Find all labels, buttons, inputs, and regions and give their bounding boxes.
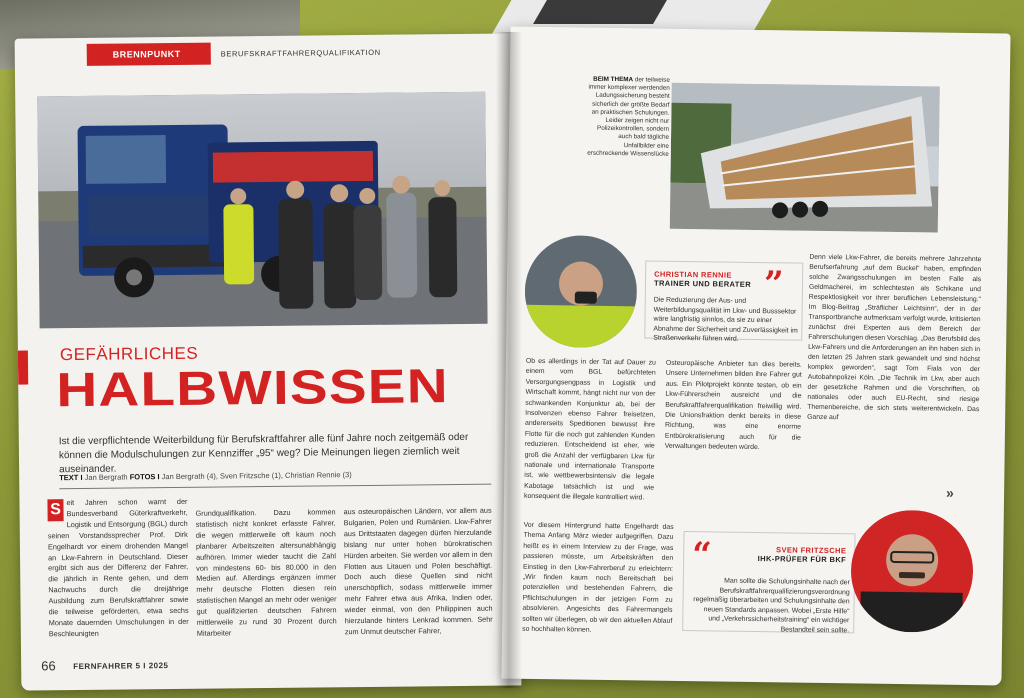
body-column-d: Vor diesem Hintergrund hatte Engelhardt das Thema Anfang März wieder aufgegriffen. Dazu heißt es in einem Interview zu der Frage, was passieren müsste, um Arbeitskräften den Einstieg in den Lkw-Fahrerberuf zu erleichtern: „Wir finden kaum noch Bereitschaft bei potenziellen und bestehenden Fahrern, die Pflichtschulungen in der jetzigen Form zu absolvieren. Angesichts des Fahrermangels sollten wir überlegen, ob wir den aktuellen Ablauf so hochhalten können. — [522, 521, 674, 634]
magazine-right-page — [501, 27, 1010, 686]
photo-caption-text: der teilweise immer komplexer werdenden Ladungssicherung besteht sicherlich der größte Bedarf an praktischen Schulungen. Leider zeigen nicht nur Polizeikontrollen, sondern auch bald tägliche Unfallbilder eine erschreckende Wissenslücke — [587, 76, 670, 158]
quote-marks-icon: ” — [763, 264, 784, 305]
body-column-1 — [47, 497, 188, 640]
page-gutter — [496, 32, 522, 688]
body-column-2: Grundqualifikation. Dazu kommen statistisch nicht konkret erfasste Fahrer, die wegen mittlerweile oft kaum noch planbarer Arbeitszeiten altersunabhängig aufhören. Immer wieder taucht die Zahl von mindestens 60- bis 80.000 in den Medien auf. Allerdings ergänzen immer mehr deutsche Flotten diesen rein statistischen Mangel an mehr oder weniger gut qualifizierten deutschen Fahrern mittlerweile zu rund 30 Prozent durch Mitarbeiter — [195, 507, 337, 638]
quote-box-rennie — [644, 260, 803, 344]
issue-label: FERNFAHRER 5 I 2025 — [73, 661, 169, 672]
christian-rennie-portrait — [524, 235, 638, 349]
quote-role: TRAINER UND BERATER — [653, 278, 752, 289]
credits-photo-label: FOTOS I — [129, 472, 160, 482]
photo-caption — [587, 76, 670, 159]
page-number: 66 — [41, 658, 56, 674]
credits-text-author: Jan Bergrath — [84, 472, 128, 482]
headline-large: HALBWISSEN — [56, 360, 450, 418]
quote-name: CHRISTIAN RENNIE — [654, 269, 732, 280]
credits-text-label: TEXT I — [59, 472, 83, 483]
cargo-trailer-photo — [670, 83, 940, 233]
section-tag: BRENNPUNKT — [87, 43, 211, 66]
truck-training-photo — [37, 92, 487, 329]
headline-accent-bar — [18, 351, 28, 385]
divider — [59, 484, 491, 490]
quote-text: Man sollte die Schulungsinhalte nach der Berufskraftfahrerqualifizierungsverordnung regelmäßig überarbeiten und Schulungsinhalte den neuen Standards anpassen. Wobei „Erste Hilfe“ und „Verkehrssicherheitstraining“ ein wichtiger Bestandteil sein sollte. — [693, 577, 850, 635]
background-paper-dark — [533, 0, 667, 24]
sven-fritzsche-portrait — [850, 509, 974, 633]
quote-name: SVEN FRITZSCHE — [776, 545, 847, 556]
credits-photo-authors: Jan Bergrath (4), Sven Fritzsche (1), Christian Rennie (3) — [161, 470, 352, 482]
magazine-left-page — [15, 33, 522, 690]
quote-role: IHK-PRÜFER FÜR BKF — [757, 554, 847, 565]
quote-marks-icon: “ — [691, 535, 713, 576]
body-column-a: Ob es allerdings in der Tat auf Dauer zu einem vom BGL befürchteten Versorgungsengpass in Logistik und Wirtschaft kommt, hängt nicht nur von der schwankenden Konjunktur ab, bei der Insolvenzen ebenso Fahrer freisetzen, andererseits Speditionen bewusst ihre Flotte für die noch gut zahlenden Kunden reduzieren. Entscheidend ist eher, wie groß die Anzahl der verfügbaren Lkw für nationale und internationale Transporte ist, wie wettbewerbsintensiv die legale Kabotage tatsächlich ist und wie konsequent die illegale kontrolliert wird. — [523, 357, 656, 502]
body-column-c: Denn viele Lkw-Fahrer, die bereits mehrere Jahrzehnte Berufserfahrung „auf dem Buckel“ haben, empfinden solche Zwangsschulungen im besten Falle als Geldmacherei, im schlechtesten als Schikane und Respektlosigkeit vor ihrer beruflichen Lebensleistung.“ Im Blog-Beitrag „Sträflicher Leichtsinn“, der in der Transportbranche aufmerksam verfolgt wurde, kritisierten zunächst drei Experten aus dem Bereich der Fahrerschulungen diesen Vorschlag. „Das Berufsbild des Lkw-Fahrers und die Anforderungen an ihn haben sich in den letzten 25 Jahren stark gewandelt und sind höchst komplex geworden“, sagt Tom Fiala von der Autobahnpolizei Köln. „Die Technik im Lkw, aber auch der gesetzliche Rahmen und die Vorschriften, ob nationales oder auch EU-Recht, sind riesige Themenbereiche, die sich stets weiterentwickeln. Das Ganze auf — [807, 253, 982, 422]
drop-cap: S — [47, 499, 63, 521]
body-column-3: aus osteuropäischen Ländern, vor allem aus Bulgarien, Polen und Rumänien. Lkw-Fahrer aus Drittstaaten dagegen dürfen hierzulande bislang nur unter hohen bürokratischen Hürden arbeiten. Sie werden vor allem in den Flotten aus Litauen und Polen beschäftigt. Doch auch diese Quellen sind nicht unerschöpflich, sodass mittlerweile immer mehr Fahrer etwa aus Afrika, Indien oder, wieder einmal, von den Philippinen auch hierzulande hinters Lenkrad kommen. Sehr zum Unmut deutscher Fahrer, — [343, 505, 493, 637]
body-column-1-text: eit Jahren schon warnt der Bundesverband Güterkraftverkehr, Logistik und Entsorgung (BGL) durch seinen Vorstandssprecher Prof. Dirk Engelhardt vor einem drohenden Mangel an Lkw-Fahrern in Deutschland. Dieser ergibt sich aus der Differenz der Fahrer, die jährlich in Rente gehen, und dem Nachwuchs durch die dreijährige Ausbildung zum Berufskraftfahrer sowie die teilweise geförderten, etwa sechs Monate dauernden Umschulungen in der Beschleunigten — [47, 496, 189, 639]
headline-small: GEFÄHRLICHES — [59, 343, 199, 365]
section-label: BERUFSKRAFTFAHRERQUALIFIKATION — [220, 47, 381, 59]
photo-caption-label: BEIM THEMA — [593, 75, 634, 84]
continue-arrow-icon: » — [945, 484, 955, 501]
body-column-b: Osteuropäische Anbieter tun dies bereits. Unsere Unternehmen bilden ihre Fahrer gut aus. Ein Pilotprojekt könnte testen, ob ein Lkw-Führerschein ausreicht und die Berufskraftfahrerqualifikation freiwillig wird. Die Unionsfraktion denkt bereits in diese Richtung, was eine enorme Entbürokratisierung auch für die Verwaltungen bedeuten würde. — [664, 359, 802, 452]
quote-text: Die Reduzierung der Aus- und Weiterbildungsqualität im Lkw- und Busssektor wäre langfristig sinnlos, da sie zu einer Abnahme der Sicherheit und Zuverlässigkeit im Straßenverkehr führen wird. — [653, 296, 798, 344]
article-credits — [59, 470, 352, 482]
article-deck: Ist die verpflichtende Weiterbildung für Berufskraftfahrer alle fünf Jahre noch zeitgemäß oder können die Modulschulungen zur Kennziffer „95“ weg? Die Meinungen liegen ziemlich weit auseinander. — [58, 431, 469, 476]
quote-box-fritzsche — [682, 531, 855, 633]
